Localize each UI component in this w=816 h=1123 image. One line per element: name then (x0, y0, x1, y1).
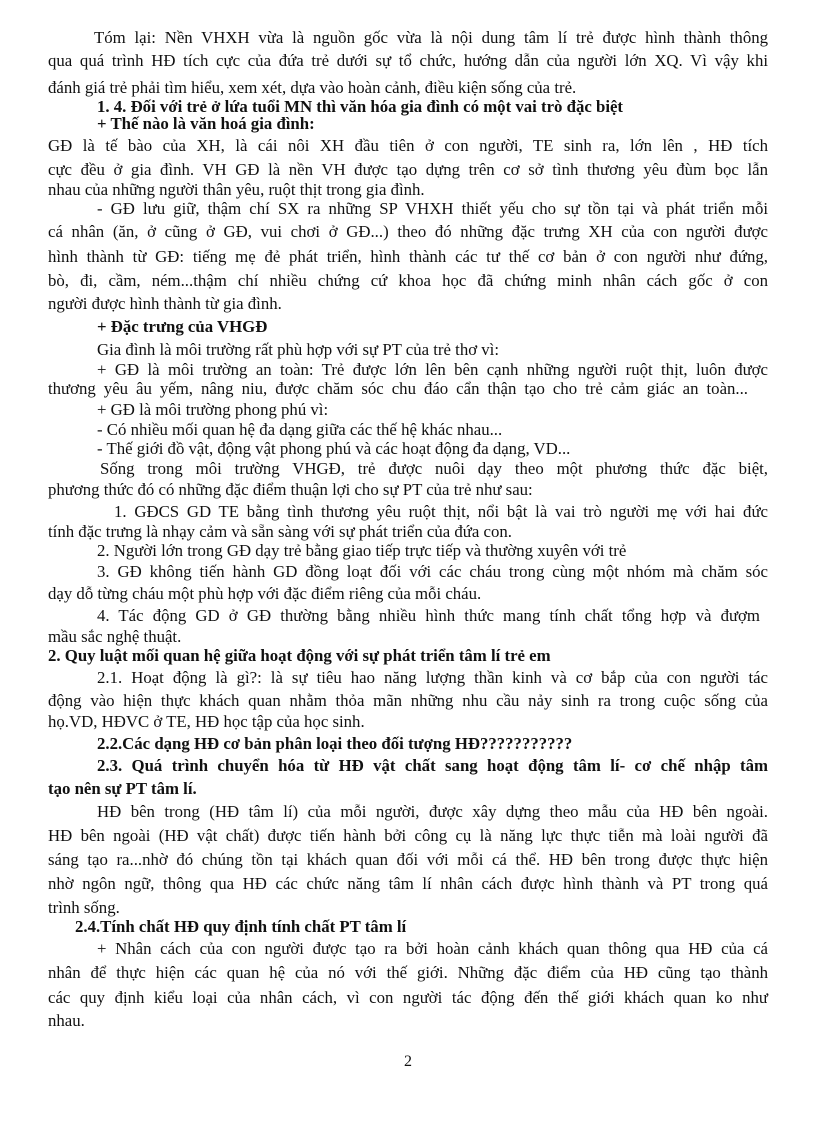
text-line: qua quá trình HĐ tích cực của đứa trẻ dưới sự tổ chức, hướng dẫn của người lớn XQ. Vì vậy khi (48, 51, 768, 70)
text-line: sáng tạo ra...nhờ đó chúng tồn tại khách quan đối với mỗi cá thể. HĐ bên trong được thực hiện (48, 850, 768, 869)
text-line: cực đều ở gia đình. VH GĐ là nền VH được tạo dựng trên cơ sở tình thương yêu đùm bọc lẫn (48, 160, 768, 179)
text-line: động vào hiện thực khách quan nhằm thỏa mãn những nhu cầu nảy sinh ra trong cuộc sống của (48, 691, 768, 710)
text-line: các quy định kiểu loại của nhân cách, vì con người tác động đến thế giới khách quan ko như (48, 988, 768, 1007)
text-line: 1. GĐCS GD TE bằng tình thương yêu ruột thịt, nổi bật là vai trò người mẹ với hai đức (114, 502, 768, 521)
text-line: + GĐ là môi trường phong phú vì: (97, 400, 329, 419)
text-line: GĐ là tế bào của XH, là cái nôi XH đầu tiên ở con người, TE sinh ra, lớn lên , HĐ tích (48, 136, 768, 155)
text-line: tính đặc trưng là nhạy cảm và sẵn sàng với sự phát triển của đứa con. (48, 522, 512, 541)
text-line: bò, đi, cầm, ném...thậm chí nhiều chứng cứ khoa học đã chứng minh nhân cách gốc ở con (48, 271, 768, 290)
text-line: nhau của những người thân yêu, ruột thịt trong gia đình. (48, 180, 425, 199)
text-line: thương yêu âu yếm, nâng niu, được chăm sóc chu đáo cẩn thận tạo cho trẻ cảm giác an toàn... (48, 379, 748, 398)
text-line: Gia đình là môi trường rất phù hợp với sự PT của trẻ thơ vì: (97, 340, 500, 359)
text-line: - Có nhiều mối quan hệ đa dạng giữa các thế hệ khác nhau... (97, 420, 503, 439)
text-line: - GĐ lưu giữ, thậm chí SX ra những SP VHXH thiết yếu cho sự tồn tại và phát triển mỗi (97, 199, 768, 218)
text-line: 3. GĐ không tiến hành GD đồng loạt đối với các cháu trong cùng một nhóm mà chăm sóc (97, 562, 768, 581)
subheading: + Thế nào là văn hoá gia đình: (97, 114, 315, 133)
section-heading: 2. Quy luật mối quan hệ giữa hoạt động với sự phát triển tâm lí trẻ em (48, 646, 551, 665)
text-line: đánh giá trẻ phải tìm hiểu, xem xét, dựa vào hoàn cảnh, điều kiện sống của trẻ. (48, 78, 577, 97)
text-line: nhau. (48, 1011, 85, 1030)
text-line: hình thành từ GĐ: tiếng mẹ đẻ phát triển, hình thành các tư thế cơ bản ở con người như đứng, (48, 247, 768, 266)
subheading: + Đặc trưng của VHGĐ (97, 317, 268, 336)
subheading: 2.4.Tính chất HĐ quy định tính chất PT tâm lí (75, 917, 407, 936)
text-line: trình sống. (48, 898, 120, 917)
text-line: mầu sắc nghệ thuật. (48, 627, 182, 646)
text-line: + Nhân cách của con người được tạo ra bởi hoàn cảnh khách quan thông qua HĐ của cá (97, 939, 768, 958)
text-line: HĐ bên ngoài (HĐ vật chất) được tiến hành bởi công cụ là năng lực thực tiễn mà loài người đã (48, 826, 768, 845)
text-line: + GĐ là môi trường an toàn: Trẻ được lớn lên bên cạnh những người ruột thịt, luôn được (97, 360, 768, 379)
text-line: Sống trong môi trường VHGĐ, trẻ được nuôi dạy theo một phương thức đặc biệt, (100, 459, 768, 478)
section-heading: 1. 4. Đối với trẻ ở lứa tuổi MN thì văn hóa gia đình có một vai trò đặc biệt (97, 97, 624, 116)
text-line: Tóm lại: Nền VHXH vừa là nguồn gốc vừa là nội dung tâm lí trẻ được hình thành thông (94, 28, 768, 47)
page-number: 2 (404, 1053, 412, 1070)
text-line: 2. Người lớn trong GĐ dạy trẻ bằng giao tiếp trực tiếp và thường xuyên với trẻ (97, 541, 627, 560)
text-line: HĐ bên trong (HĐ tâm lí) của mỗi người, được xây dựng theo mẫu của HĐ bên ngoài. (97, 802, 768, 821)
subheading: 2.2.Các dạng HĐ cơ bản phân loại theo đối tượng HĐ??????????? (97, 734, 573, 753)
text-line: 4. Tác động GD ở GĐ thường bằng nhiều hình thức mang tính chất tổng hợp và đượm (97, 606, 760, 625)
subheading: tạo nên sự PT tâm lí. (48, 779, 197, 798)
text-line: nhờ ngôn ngữ, thông qua HĐ các chức năng tâm lí nhân cách được hình thành và PT trong quá (48, 874, 768, 893)
text-line: phương thức đó có những đặc điểm thuận lợi cho sự PT của trẻ như sau: (48, 480, 533, 499)
text-line: - Thế giới đồ vật, động vật phong phú và các hoạt động đa dạng, VD... (97, 439, 571, 458)
text-line: 2.1. Hoạt động là gì?: là sự tiêu hao năng lượng thần kinh và cơ bắp của con người tác (97, 668, 768, 687)
text-line: dạy dỗ từng cháu một phù hợp với đặc điểm riêng của mỗi cháu. (48, 584, 482, 603)
text-line: họ.VD, HĐVC ở TE, HĐ học tập của học sinh. (48, 712, 365, 731)
subheading: 2.3. Quá trình chuyển hóa từ HĐ vật chất sang hoạt động tâm lí- cơ chế nhập tâm (97, 756, 768, 775)
text-line: người được hình thành từ gia đình. (48, 294, 282, 313)
text-line: nhân để thực hiện các quan hệ của nó với thế giới. Những đặc điểm của HĐ cũng tạo thành (48, 963, 768, 982)
text-line: cá nhân (ăn, ở cũng ở GĐ, vui chơi ở GĐ...) theo đó những đặc trưng XH của con người được (48, 222, 768, 241)
